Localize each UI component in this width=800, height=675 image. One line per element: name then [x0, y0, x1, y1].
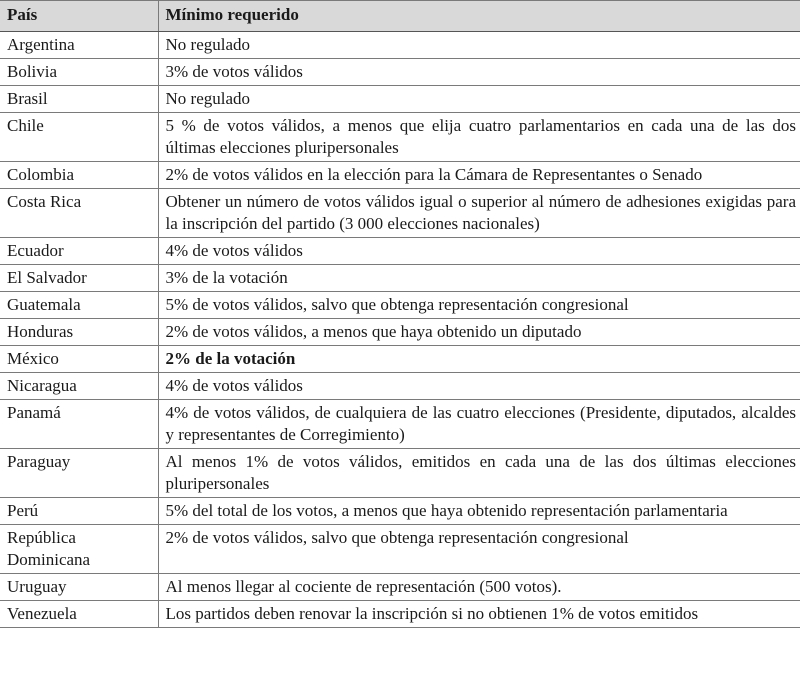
country-cell: Paraguay: [0, 449, 158, 498]
country-cell: México: [0, 346, 158, 373]
country-cell: Uruguay: [0, 574, 158, 601]
minimum-cell: 2% de votos válidos, a menos que haya obtenido un diputado: [158, 319, 800, 346]
table-row: [0, 292, 800, 319]
country-cell: Panamá: [0, 400, 158, 449]
minimum-cell: 3% de votos válidos: [158, 59, 800, 86]
minimum-cell: No regulado: [158, 86, 800, 113]
country-cell: Brasil: [0, 86, 158, 113]
table-row: [0, 400, 800, 449]
country-cell: El Salvador: [0, 265, 158, 292]
country-cell: Costa Rica: [0, 189, 158, 238]
minimum-cell: 4% de votos válidos: [158, 238, 800, 265]
minimum-cell: No regulado: [158, 32, 800, 59]
country-cell: Ecuador: [0, 238, 158, 265]
minimum-cell: 2% de votos válidos en la elección para la Cámara de Representantes o Senado: [158, 162, 800, 189]
table-row: [0, 574, 800, 601]
minimum-cell: Obtener un número de votos válidos igual o superior al número de adhesiones exigidas para la inscripción del partido (3 000 elecciones nacionales): [158, 189, 800, 238]
table-row: [0, 32, 800, 59]
country-cell: Venezuela: [0, 601, 158, 628]
table-body: [0, 32, 800, 628]
minimum-cell: 5% del total de los votos, a menos que haya obtenido representación parlamentaria: [158, 498, 800, 525]
country-cell: Bolivia: [0, 59, 158, 86]
table-row: [0, 162, 800, 189]
minimum-cell: 3% de la votación: [158, 265, 800, 292]
table-header: [0, 1, 800, 32]
header-country: País: [0, 1, 158, 32]
table-row: [0, 319, 800, 346]
minimum-cell: Al menos llegar al cociente de representación (500 votos).: [158, 574, 800, 601]
minimum-cell: 4% de votos válidos: [158, 373, 800, 400]
table-row: [0, 498, 800, 525]
minimum-cell: 2% de votos válidos, salvo que obtenga representación congresional: [158, 525, 800, 574]
minimum-cell: 2% de la votación: [158, 346, 800, 373]
minimum-cell: 4% de votos válidos, de cualquiera de las cuatro elecciones (Presidente, diputados, alcaldes y representantes de Corregimiento): [158, 400, 800, 449]
header-row: [0, 1, 800, 32]
table-row: [0, 373, 800, 400]
country-cell: Perú: [0, 498, 158, 525]
table-row: [0, 525, 800, 574]
country-cell: Colombia: [0, 162, 158, 189]
table-row: [0, 238, 800, 265]
table-row: [0, 113, 800, 162]
table-row: [0, 601, 800, 628]
minimum-cell: 5% de votos válidos, salvo que obtenga representación congresional: [158, 292, 800, 319]
country-cell: Guatemala: [0, 292, 158, 319]
minimum-cell: Los partidos deben renovar la inscripción si no obtienen 1% de votos emitidos: [158, 601, 800, 628]
minimum-cell: 5 % de votos válidos, a menos que elija cuatro parlamentarios en cada una de las dos últimas elecciones pluripersonales: [158, 113, 800, 162]
country-cell: Argentina: [0, 32, 158, 59]
table-row: [0, 449, 800, 498]
country-cell: Nicaragua: [0, 373, 158, 400]
country-cell: República Dominicana: [0, 525, 158, 574]
table-row: [0, 189, 800, 238]
country-cell: Chile: [0, 113, 158, 162]
minimum-cell: Al menos 1% de votos válidos, emitidos en cada una de las dos últimas elecciones pluripersonales: [158, 449, 800, 498]
table-row: [0, 346, 800, 373]
table-row: [0, 59, 800, 86]
country-cell: Honduras: [0, 319, 158, 346]
header-minimum: Mínimo requerido: [158, 1, 800, 32]
table-row: [0, 86, 800, 113]
table-row: [0, 265, 800, 292]
